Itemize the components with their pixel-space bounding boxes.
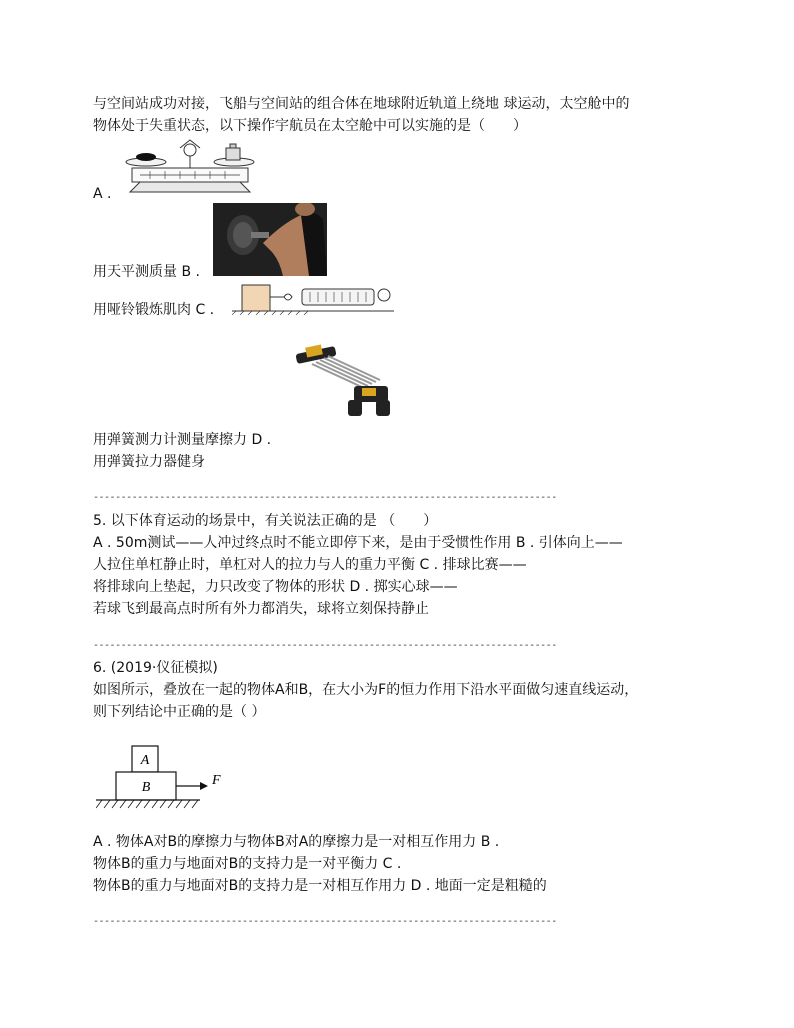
q4-stem-line2: 物体处于失重状态，以下操作宇航员在太空舱中可以实施的是（ ） [93, 118, 527, 134]
q4-option-c-text: 用弹簧测力计测量摩擦力 D . [93, 432, 272, 448]
q6-stem-line1: 如图所示，叠放在一起的物体A和B，在大小为F的恒力作用下沿水平面做匀速直线运动， [93, 682, 639, 698]
block-b-label: B [141, 780, 151, 795]
force-f-label: F [212, 773, 221, 788]
q6-stem-line2: 则下列结论中正确的是（ ） [93, 704, 266, 720]
q6-option-line1: A . 物体A对B的摩擦力与物体B对A的摩擦力是一对相互作用力 B . [93, 834, 500, 850]
separator-1: ------------------------------------------------------------------------------------ [93, 492, 557, 503]
balance-scale-image [120, 138, 260, 200]
q6-source: 6. (2019·仪征模拟) [93, 660, 218, 676]
stacked-blocks-figure [96, 742, 236, 812]
block-a-label: A [140, 753, 150, 768]
q4-option-d-text: 用弹簧拉力器健身 [93, 454, 205, 470]
q5-line3: 人拉住单杠静止时，单杠对人的拉力与人的重力平衡 C . 排球比赛—— [93, 557, 527, 573]
dumbbell-photo [213, 203, 327, 276]
q5-line4: 将排球向上垫起，力只改变了物体的形状 D . 掷实心球—— [93, 579, 458, 595]
q5-line5: 若球飞到最高点时所有外力都消失，球将立刻保持静止 [93, 601, 429, 617]
spring-scale-friction-image [232, 281, 394, 315]
q4-option-b-text: 用哑铃锻炼肌肉 C . [93, 302, 215, 318]
separator-3: ------------------------------------------------------------------------------------ [93, 916, 557, 927]
q6-option-line3: 物体B的重力与地面对B的支持力是一对相互作用力 D . 地面一定是粗糙的 [93, 878, 547, 894]
q5-stem: 5. 以下体育运动的场景中，有关说法正确的是 （ ） [93, 513, 438, 529]
q6-option-line2: 物体B的重力与地面对B的支持力是一对平衡力 C . [93, 856, 402, 872]
chest-expander-image [292, 342, 392, 420]
q4-stem-line1: 与空间站成功对接，飞船与空间站的组合体在地球附近轨道上绕地 球运动，太空舱中的 [93, 96, 630, 112]
q5-line2: A . 50m测试——人冲过终点时不能立即停下来，是由于受惯性作用 B . 引体向上—— [93, 535, 623, 551]
q4-option-a-label: A . [93, 186, 112, 202]
separator-2: ------------------------------------------------------------------------------------ [93, 640, 557, 651]
q4-option-a-text: 用天平测质量 B . [93, 264, 200, 280]
